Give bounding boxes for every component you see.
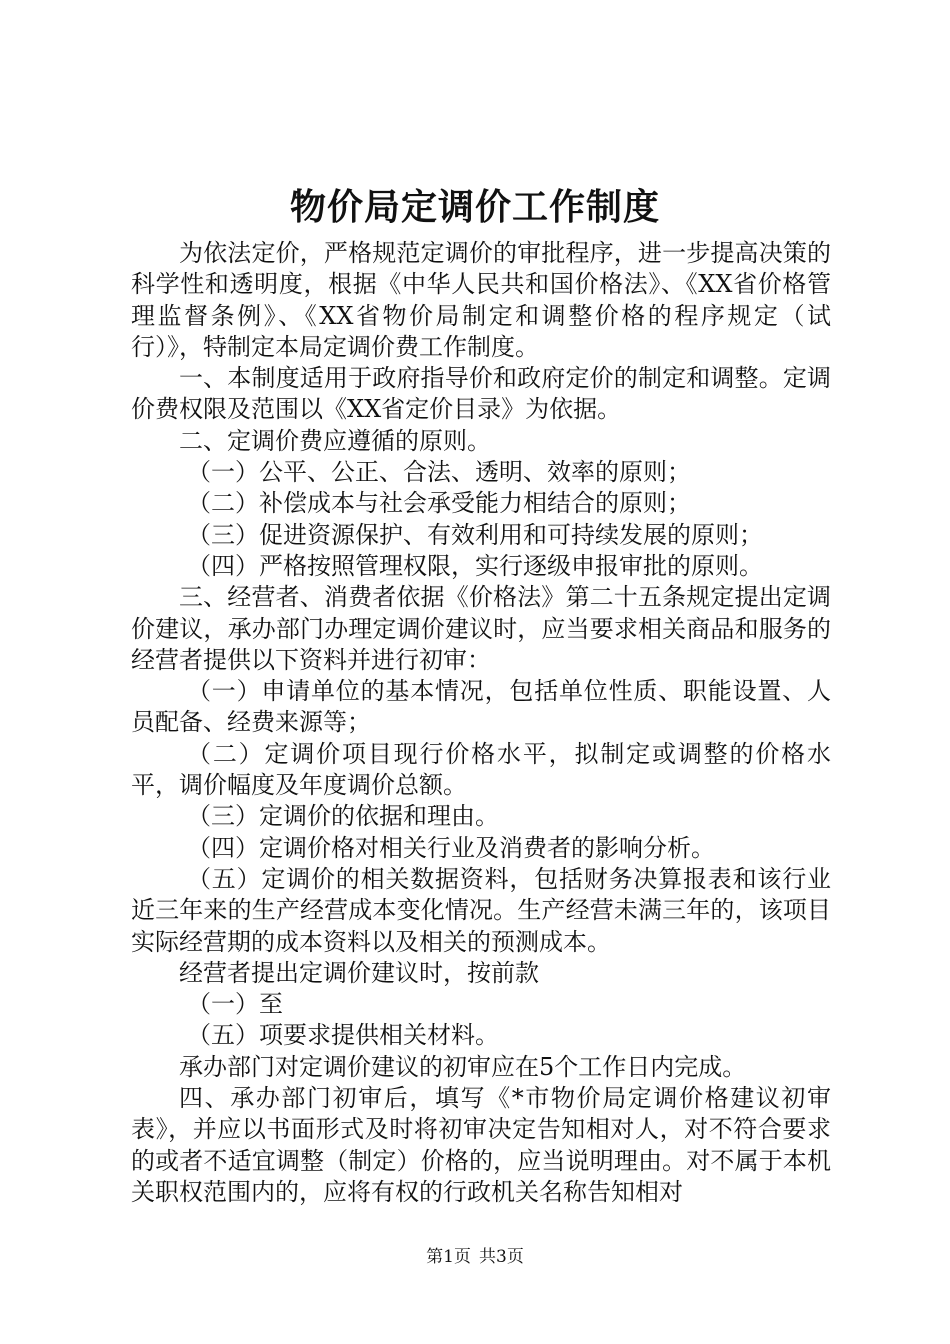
- paragraph-principle-4: （四）严格按照管理权限，实行逐级申报审批的原则。: [187, 551, 763, 580]
- page-footer: [0, 1245, 950, 1269]
- paragraph-material-2: （二）定调价项目现行价格水平，拟制定或调整的价格水平，调价幅度及年度调价总额。: [131, 739, 831, 800]
- paragraph-item-range-start: （一）至: [187, 990, 283, 1019]
- paragraph-material-1: （一）申请单位的基本情况，包括单位性质、职能设置、人员配备、经费来源等；: [131, 677, 831, 737]
- paragraph-intro: 为依法定价，严格规范定调价的审批程序，进一步提高决策的科学性和透明度，根据《中华人民共和国价格法》、《XX省价格管理监督条例》、《XX省物价局制定和调整价格的程序规定（试行）》，特制定本局定调价费工作制度。: [131, 239, 831, 361]
- paragraph-principle-3: （三）促进资源保护、有效利用和可持续发展的原则；: [187, 520, 763, 549]
- paragraph-material-4: （四）定调价格对相关行业及消费者的影响分析。: [187, 833, 715, 862]
- paragraph-article-3: 三、经营者、消费者依据《价格法》第二十五条规定提出定调价建议，承办部门办理定调价建议时，应当要求相关商品和服务的经营者提供以下资料并进行初审：: [131, 583, 831, 674]
- paragraph-item-range-end: （五）项要求提供相关材料。: [187, 1021, 499, 1050]
- paragraph-submission-note: 经营者提出定调价建议时，按前款: [179, 958, 539, 987]
- document-body: [131, 238, 831, 1208]
- paragraph-article-4: 四、承办部门初审后，填写《*市物价局定调价格建议初审表》，并应以书面形式及时将初审决定告知相对人，对不符合要求的或者不适宜调整（制定）价格的，应当说明理由。对不属于本机关职权范围内的，应将有权的行政机关名称告知相对: [131, 1084, 831, 1206]
- paragraph-review-deadline: 承办部门对定调价建议的初审应在5个工作日内完成。: [179, 1052, 747, 1081]
- paragraph-article-2: 二、定调价费应遵循的原则。: [179, 426, 491, 455]
- page-number-current: 第1页: [426, 1247, 471, 1267]
- paragraph-article-1: 一、本制度适用于政府指导价和政府定价的制定和调整。定调价费权限及范围以《XX省定价目录》为依据。: [131, 364, 831, 424]
- document-title: 物价局定调价工作制度: [289, 186, 660, 228]
- paragraph-material-5: （五）定调价的相关数据资料，包括财务决算报表和该行业近三年来的生产经营成本变化情况。生产经营未满三年的，该项目实际经营期的成本资料以及相关的预测成本。: [131, 864, 831, 956]
- paragraph-principle-2: （二）补偿成本与社会承受能力相结合的原则；: [187, 489, 691, 518]
- paragraph-principle-1: （一）公平、公正、合法、透明、效率的原则；: [187, 458, 691, 487]
- page-number-total: 共3页: [479, 1247, 524, 1267]
- paragraph-material-3: （三）定调价的依据和理由。: [187, 802, 499, 831]
